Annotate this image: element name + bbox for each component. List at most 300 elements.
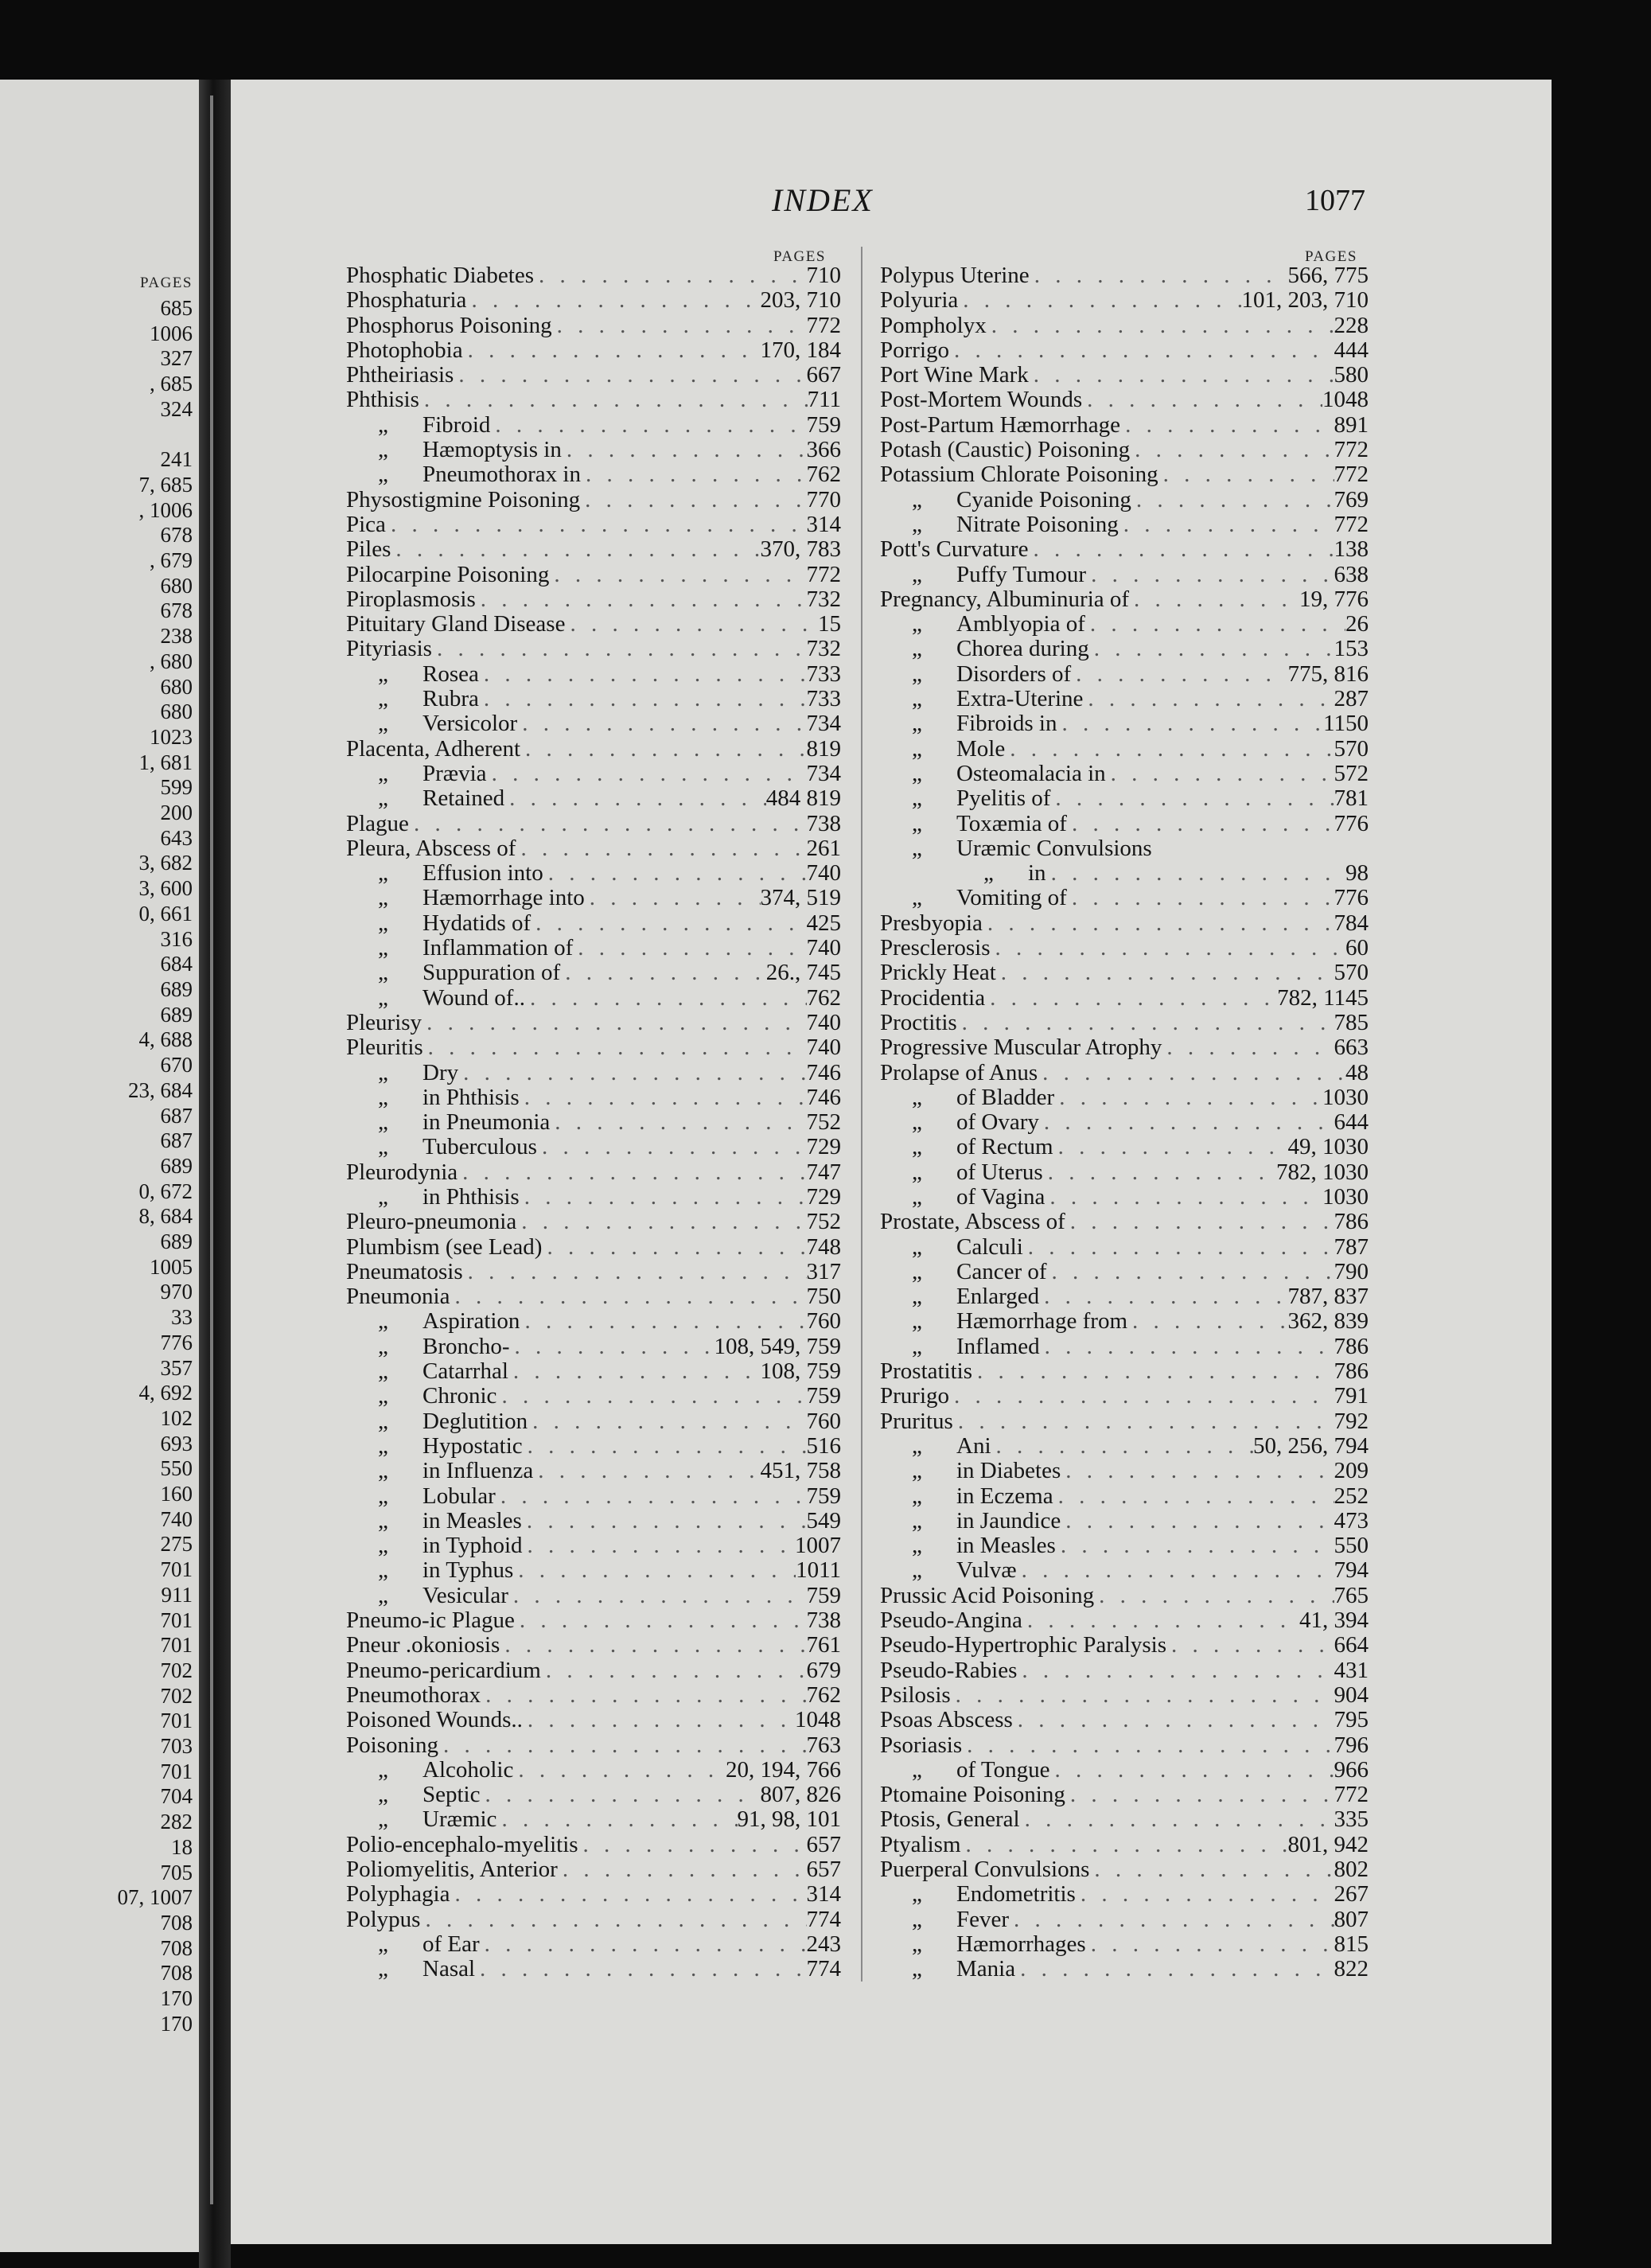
left-page-number: 703 xyxy=(160,1734,193,1759)
index-term: „ Effusion into xyxy=(346,860,543,887)
left-page-number: 1005 xyxy=(150,1254,193,1279)
index-term: Pituitary Gland Disease xyxy=(346,611,566,637)
dot-leader xyxy=(522,1508,807,1534)
index-term: Pneumonia xyxy=(346,1284,450,1310)
index-term: Presbyopia xyxy=(880,910,983,936)
index-entry xyxy=(880,287,1369,312)
index-page-refs: 287 xyxy=(1334,686,1369,712)
index-term: „ in Diabetes xyxy=(880,1458,1061,1484)
index-term: „ Cancer of xyxy=(880,1259,1047,1285)
dot-leader xyxy=(1050,785,1334,812)
dot-leader xyxy=(1131,487,1334,513)
index-term: „ in Influenza xyxy=(346,1458,533,1484)
dot-leader xyxy=(1166,1632,1334,1658)
dot-leader xyxy=(1061,1508,1334,1534)
dot-leader xyxy=(517,711,806,737)
index-term: Presclerosis xyxy=(880,935,991,961)
index-term: „ Fever xyxy=(880,1907,1009,1933)
dot-leader xyxy=(1089,1857,1334,1883)
index-term: „ in Typhus xyxy=(346,1557,513,1584)
index-term: „ Cyanide Poisoning xyxy=(880,487,1131,513)
index-term: Polyuria xyxy=(880,287,959,314)
index-entry xyxy=(880,1782,1369,1806)
left-page-number: , 1006 xyxy=(138,497,193,522)
index-page-refs: 267 xyxy=(1334,1881,1369,1908)
dot-leader xyxy=(450,1284,807,1310)
index-term: Procidentia xyxy=(880,984,986,1011)
index-term: „ Dry xyxy=(346,1060,458,1086)
index-term: „ Lobular xyxy=(346,1483,496,1510)
index-term: Pleurodynia xyxy=(346,1159,458,1185)
dot-leader xyxy=(987,313,1334,339)
index-term: „ in Measles xyxy=(346,1508,522,1534)
left-page-number: 0, 661 xyxy=(138,901,193,926)
index-entry xyxy=(880,1433,1369,1458)
left-page-number: 33 xyxy=(171,1305,193,1330)
index-entry xyxy=(346,1533,841,1557)
index-entry xyxy=(346,636,841,661)
left-page-number: 1006 xyxy=(150,321,193,345)
index-page-refs: 774 xyxy=(806,1956,841,1982)
index-page-refs: 772 xyxy=(1334,462,1369,488)
left-page-number-list xyxy=(33,296,193,2037)
dot-leader xyxy=(500,1632,806,1658)
index-page-refs: 664 xyxy=(1334,1632,1369,1658)
dot-leader xyxy=(983,910,1334,937)
index-page-refs: 801, 942 xyxy=(1287,1831,1369,1857)
index-entry xyxy=(880,1010,1369,1035)
index-entry xyxy=(346,1508,841,1533)
dot-leader xyxy=(423,1035,807,1061)
index-page-refs: 228 xyxy=(1334,312,1369,338)
dot-leader xyxy=(1106,761,1334,787)
dot-leader xyxy=(1162,1035,1334,1061)
left-page-number: 680 xyxy=(160,674,193,699)
index-page-refs: 710 xyxy=(806,263,841,288)
index-page-refs: 374, 519 xyxy=(760,885,841,911)
index-page-refs: 752 xyxy=(806,1209,841,1235)
dot-leader xyxy=(985,985,1277,1011)
dot-leader xyxy=(458,1159,806,1186)
dot-leader xyxy=(466,287,760,314)
index-entry xyxy=(346,1483,841,1508)
dot-leader xyxy=(463,337,761,364)
index-term: „ in Phthisis xyxy=(346,1085,520,1111)
index-entry xyxy=(346,287,841,312)
index-term: Phosphorus Poisoning xyxy=(346,312,552,338)
index-entry xyxy=(880,512,1369,536)
dot-leader xyxy=(516,1209,806,1235)
index-entry xyxy=(880,1707,1369,1732)
index-page-refs: 667 xyxy=(806,362,841,388)
index-entry xyxy=(880,1832,1369,1857)
left-page-number: 599 xyxy=(160,775,193,800)
left-page-number: 102 xyxy=(160,1405,193,1430)
index-term: „ Broncho- xyxy=(346,1334,510,1360)
index-entry xyxy=(880,686,1369,711)
left-page-number: 07, 1007 xyxy=(117,1885,193,1910)
dot-leader xyxy=(409,811,807,837)
dot-leader xyxy=(513,1757,726,1783)
index-page-refs: 243 xyxy=(806,1931,841,1957)
left-page-number: 4, 688 xyxy=(138,1027,193,1052)
index-page-refs: 473 xyxy=(1334,1507,1369,1533)
index-page-refs: 26 xyxy=(1345,611,1369,637)
index-term: Piroplasmosis xyxy=(346,586,476,612)
index-term: „ Versicolor xyxy=(346,711,517,737)
index-entry xyxy=(880,1209,1369,1233)
index-term: „ Pyelitis of xyxy=(880,785,1050,812)
dot-leader xyxy=(550,1109,806,1136)
index-term: Progressive Muscular Atrophy xyxy=(880,1035,1162,1061)
dot-leader xyxy=(537,1134,807,1160)
index-page-refs: 711 xyxy=(807,387,841,413)
index-term: Polyphagia xyxy=(346,1881,450,1908)
dot-leader xyxy=(1127,1308,1287,1335)
dot-leader xyxy=(1067,811,1334,837)
index-entry xyxy=(346,1557,841,1582)
dot-leader xyxy=(1030,263,1288,289)
index-entry xyxy=(346,536,841,561)
dot-leader xyxy=(496,1383,806,1409)
index-entry xyxy=(346,263,841,287)
left-page-number: 0, 672 xyxy=(138,1179,193,1203)
index-term: „ Deglutition xyxy=(346,1409,528,1435)
left-page-number: 1, 681 xyxy=(138,750,193,774)
index-entry xyxy=(346,1259,841,1284)
index-term: Porrigo xyxy=(880,337,949,363)
left-page-number: 776 xyxy=(160,1330,193,1354)
index-page-refs: 1011 xyxy=(796,1557,841,1584)
index-entry xyxy=(346,1658,841,1682)
left-page-number: 911 xyxy=(161,1582,193,1607)
dot-leader xyxy=(479,686,807,712)
left-page-number: 701 xyxy=(160,1759,193,1783)
dot-leader xyxy=(1013,1707,1334,1733)
index-page-refs: 807 xyxy=(1334,1906,1369,1932)
index-entry xyxy=(346,1956,841,1981)
index-page-refs: 802 xyxy=(1334,1857,1369,1882)
left-page-number: 670 xyxy=(160,1053,193,1077)
index-term: „ of Rectum xyxy=(880,1134,1053,1160)
index-page-refs: 362, 839 xyxy=(1287,1308,1369,1335)
index-term: Port Wine Mark xyxy=(880,362,1029,388)
index-page-refs: 759 xyxy=(806,1483,841,1509)
dot-leader xyxy=(432,636,807,662)
index-page-refs: 784 xyxy=(1334,910,1369,936)
index-term: Poisoning xyxy=(346,1732,439,1758)
index-entry xyxy=(346,1383,841,1408)
index-entry xyxy=(880,1907,1369,1931)
index-page-refs: 570 xyxy=(1334,735,1369,762)
index-term: Polio-encephalo-myelitis xyxy=(346,1831,578,1857)
dot-leader xyxy=(1053,1134,1288,1160)
index-page-refs: 770 xyxy=(806,486,841,512)
index-entry xyxy=(346,1732,841,1757)
index-entry xyxy=(346,337,841,362)
index-entry xyxy=(880,860,1369,885)
index-page-refs: 49, 1030 xyxy=(1287,1134,1369,1160)
index-entry xyxy=(880,661,1369,686)
index-entry xyxy=(346,1209,841,1233)
dot-leader xyxy=(1086,1931,1334,1958)
index-entry xyxy=(880,1159,1369,1184)
index-entry xyxy=(880,711,1369,735)
index-term: Proctitis xyxy=(880,1009,957,1035)
index-page-refs: 782, 1145 xyxy=(1277,984,1369,1011)
index-entry xyxy=(880,387,1369,411)
dot-leader xyxy=(513,1557,796,1584)
left-page-number: 680 xyxy=(160,699,193,724)
index-entry xyxy=(346,1832,841,1857)
index-page-refs: 740 xyxy=(806,935,841,961)
index-entry xyxy=(346,1881,841,1906)
index-term: „ Nitrate Poisoning xyxy=(880,512,1119,538)
index-page-refs: 425 xyxy=(806,910,841,936)
index-page-refs: 787 xyxy=(1334,1233,1369,1260)
index-entry xyxy=(880,586,1369,611)
index-column-right xyxy=(880,263,1369,1981)
dot-leader xyxy=(1029,362,1334,388)
index-term: „ in xyxy=(880,860,1046,887)
index-page-refs: 729 xyxy=(806,1183,841,1210)
index-entry xyxy=(880,1383,1369,1408)
index-page-refs: 644 xyxy=(1334,1109,1369,1136)
index-term: „ Toxæmia of xyxy=(880,811,1067,837)
index-page-refs: 663 xyxy=(1334,1035,1369,1061)
index-entry xyxy=(346,1334,841,1358)
index-term: „ Amblyopia of xyxy=(880,611,1085,637)
index-page-refs: 566, 775 xyxy=(1287,263,1369,288)
index-entry xyxy=(880,412,1369,437)
index-term: Phosphaturia xyxy=(346,287,467,314)
dot-leader xyxy=(1017,1557,1334,1584)
index-entry xyxy=(346,1907,841,1931)
dot-leader xyxy=(525,985,807,1011)
left-page-number: 704 xyxy=(160,1784,193,1809)
left-page-number: 705 xyxy=(160,1860,193,1884)
index-page-refs: 444 xyxy=(1334,337,1369,363)
index-page-refs: 98 xyxy=(1345,860,1369,887)
index-term: Pott's Curvature xyxy=(880,536,1029,563)
dot-leader xyxy=(996,960,1334,986)
left-page-number: 689 xyxy=(160,1229,193,1254)
index-entry xyxy=(880,985,1369,1010)
dot-leader xyxy=(1130,437,1334,463)
dot-leader xyxy=(520,1085,807,1111)
left-page-number: 685 xyxy=(160,296,193,320)
index-term: Potassium Chlorate Poisoning xyxy=(880,462,1158,488)
index-page-refs: 765 xyxy=(1334,1582,1369,1608)
index-term: Physostigmine Poisoning xyxy=(346,486,581,512)
index-term: „ Hæmoptysis in xyxy=(346,437,562,463)
left-pages-label: PAGES xyxy=(140,275,193,291)
book-gutter xyxy=(199,80,231,2268)
dot-leader xyxy=(1039,1284,1287,1310)
index-term: Pityriasis xyxy=(346,636,432,662)
left-page-number: 708 xyxy=(160,1911,193,1935)
left-page-number: 740 xyxy=(160,1506,193,1531)
left-page-number: 327 xyxy=(160,346,193,371)
index-page-refs: 762 xyxy=(806,984,841,1011)
index-entry xyxy=(346,1284,841,1308)
dot-leader xyxy=(1158,462,1334,488)
index-entry xyxy=(880,1533,1369,1557)
index-entry xyxy=(880,1358,1369,1383)
dot-leader xyxy=(1020,1806,1334,1833)
dot-leader xyxy=(520,736,806,762)
index-term: „ Endometritis xyxy=(880,1881,1076,1908)
left-page-number: 689 xyxy=(160,1002,193,1027)
index-term: „ of Ear xyxy=(346,1931,480,1958)
index-term: „ Inflamed xyxy=(880,1334,1040,1360)
index-term: „ Wound of.. xyxy=(346,985,525,1011)
index-term: „ Pneumothorax in xyxy=(346,462,581,488)
index-term: Prurigo xyxy=(880,1383,949,1409)
index-page-refs: 170, 184 xyxy=(760,337,841,363)
index-entry xyxy=(346,885,841,910)
dot-leader xyxy=(496,1483,807,1510)
dot-leader xyxy=(1076,1881,1334,1908)
index-page-refs: 740 xyxy=(806,1009,841,1035)
left-page-number: 3, 682 xyxy=(138,851,193,875)
index-term: „ Rosea xyxy=(346,661,479,688)
index-page-refs: 60 xyxy=(1345,935,1369,961)
index-entry xyxy=(346,1707,841,1732)
left-page-number: 18 xyxy=(171,1834,193,1859)
left-page-number: 689 xyxy=(160,1153,193,1178)
index-entry xyxy=(880,1508,1369,1533)
left-page-number: 701 xyxy=(160,1607,193,1632)
index-term: Piles xyxy=(346,536,391,563)
index-term: Pompholyx xyxy=(880,312,987,338)
index-entry xyxy=(880,1658,1369,1682)
index-entry xyxy=(880,960,1369,984)
index-term: Photophobia xyxy=(346,337,463,363)
left-page-number: , 685 xyxy=(150,372,193,396)
dot-leader xyxy=(523,1533,795,1559)
index-entry xyxy=(346,960,841,984)
index-page-refs: 48 xyxy=(1345,1059,1369,1085)
index-entry xyxy=(880,337,1369,362)
index-entry xyxy=(880,263,1369,287)
dot-leader xyxy=(1005,736,1334,762)
index-term: Prussic Acid Poisoning xyxy=(880,1582,1095,1608)
index-entry xyxy=(346,1234,841,1259)
index-term: Pneumothorax xyxy=(346,1682,481,1708)
dot-leader xyxy=(949,1383,1334,1409)
dot-leader xyxy=(479,661,807,688)
index-page-refs: 732 xyxy=(806,636,841,662)
index-page-refs: 138 xyxy=(1334,536,1369,563)
index-page-refs: 1048 xyxy=(1322,387,1369,413)
index-page-refs: 790 xyxy=(1334,1258,1369,1284)
index-page-refs: 679 xyxy=(806,1657,841,1683)
index-page-refs: 761 xyxy=(806,1632,841,1658)
index-term: „ Puffy Tumour xyxy=(880,562,1086,588)
index-term: Pneumo-pericardium xyxy=(346,1657,541,1683)
dot-leader xyxy=(1065,1782,1334,1808)
index-page-refs: 108, 759 xyxy=(760,1358,841,1385)
index-term: „ Calculi xyxy=(880,1234,1023,1261)
index-entry xyxy=(346,1757,841,1782)
dot-leader xyxy=(504,785,766,812)
index-entry xyxy=(880,1259,1369,1284)
index-page-refs: 550 xyxy=(1334,1533,1369,1559)
index-entry xyxy=(346,1782,841,1806)
index-page-refs: 769 xyxy=(1334,486,1369,512)
page-title: INDEX xyxy=(772,182,874,218)
left-page-number: , 680 xyxy=(150,649,193,673)
index-entry xyxy=(880,885,1369,910)
col2-pages-label: PAGES xyxy=(1305,248,1357,265)
index-entry xyxy=(346,661,841,686)
dot-leader xyxy=(487,761,807,787)
index-page-refs: 15 xyxy=(818,611,841,637)
dot-leader xyxy=(1082,387,1322,413)
dot-leader xyxy=(1017,1658,1334,1684)
dot-leader xyxy=(1071,661,1287,688)
index-entry xyxy=(880,1308,1369,1333)
index-term: „ Enlarged xyxy=(880,1284,1039,1310)
index-term: Prostatitis xyxy=(880,1358,973,1385)
index-term: „ in Pneumonia xyxy=(346,1109,550,1136)
dot-leader xyxy=(508,1358,761,1385)
index-page-refs: 795 xyxy=(1334,1707,1369,1733)
index-term: „ Extra-Uterine xyxy=(880,686,1083,712)
dot-leader xyxy=(475,1956,806,1982)
left-page-number: 170 xyxy=(160,1986,193,2011)
dot-leader xyxy=(1023,1234,1334,1261)
index-entry xyxy=(880,536,1369,561)
index-term: „ Alcoholic xyxy=(346,1757,513,1783)
left-page-number: 282 xyxy=(160,1810,193,1834)
index-entry xyxy=(880,785,1369,810)
dot-leader xyxy=(523,1707,795,1733)
index-page-refs: 729 xyxy=(806,1134,841,1160)
dot-leader xyxy=(558,1857,807,1883)
index-term: „ Hæmorrhages xyxy=(880,1931,1086,1958)
index-page-refs: 746 xyxy=(806,1059,841,1085)
left-page-number: 708 xyxy=(160,1935,193,1960)
index-term: Pneur .okoniosis xyxy=(346,1632,500,1658)
index-entry xyxy=(346,1682,841,1707)
dot-leader xyxy=(1046,860,1345,887)
index-term: „ Hæmorrhage into xyxy=(346,885,585,911)
left-page-number: 200 xyxy=(160,801,193,825)
index-term: Pseudo-Angina xyxy=(880,1607,1022,1634)
index-entry xyxy=(880,836,1369,860)
index-entry xyxy=(346,1583,841,1607)
index-entry xyxy=(880,313,1369,337)
dot-leader xyxy=(1129,586,1299,613)
index-page-refs: 108, 549, 759 xyxy=(714,1333,841,1359)
index-page-refs: 657 xyxy=(806,1857,841,1882)
index-term: „ Fibroid xyxy=(346,412,490,438)
dot-leader xyxy=(560,960,766,986)
index-entry xyxy=(346,686,841,711)
dot-leader xyxy=(1049,1757,1334,1783)
index-page-refs: 782, 1030 xyxy=(1276,1159,1369,1185)
left-page-number xyxy=(33,423,193,448)
index-page-refs: 370, 783 xyxy=(760,536,841,563)
index-entry xyxy=(346,362,841,387)
dot-leader xyxy=(450,1881,807,1908)
index-term: „ Chorea during xyxy=(880,636,1089,662)
left-page-number: 316 xyxy=(160,926,193,951)
index-term: Pseudo-Hypertrophic Paralysis xyxy=(880,1632,1167,1658)
left-page-number: 4, 692 xyxy=(138,1381,193,1405)
